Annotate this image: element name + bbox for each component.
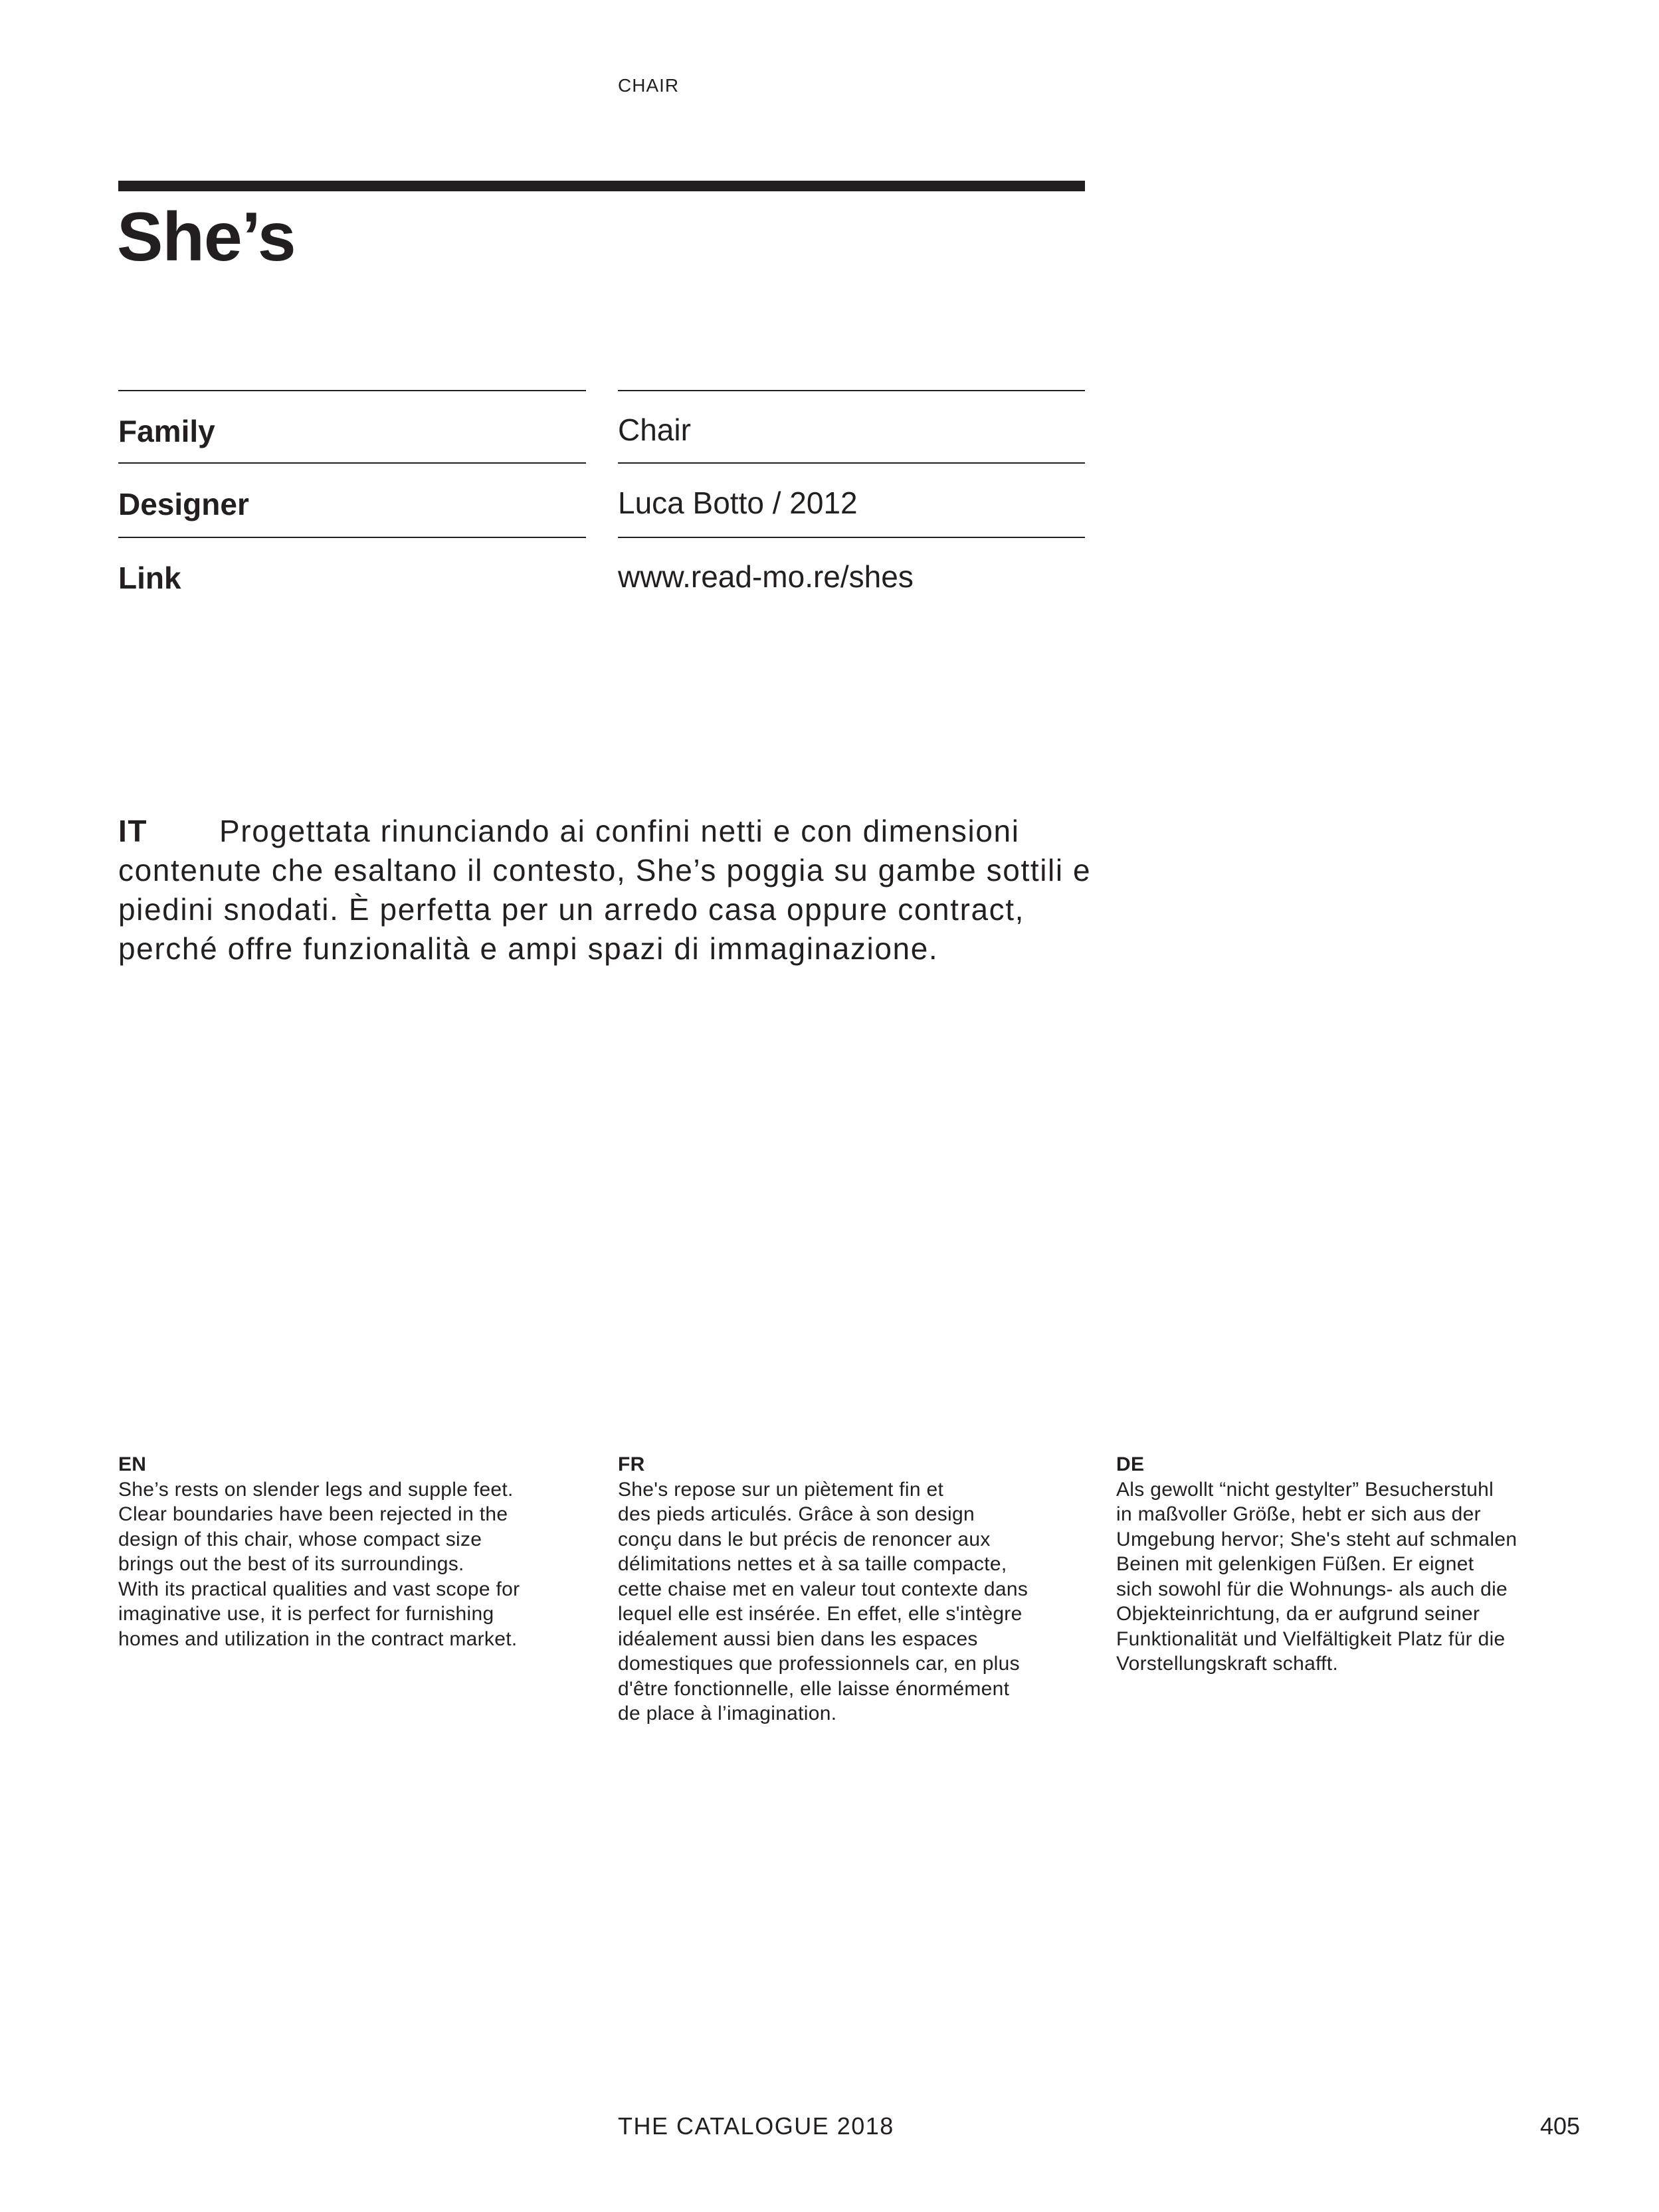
column-en-text: She’s rests on slender legs and supple feet. Clear boundaries have been rejected in the design of this chair, whose compact size brings out the best of its surroundings. With its practical qualities and vast scope for imaginative use, it is perfect for furnishing homes and utilization in the contract market. — [118, 1478, 520, 1650]
spec-link-value[interactable]: www.read-mo.re/shes — [618, 559, 914, 594]
spec-rule — [618, 462, 1085, 464]
column-de-lang: DE — [1116, 1453, 1145, 1475]
column-en — [118, 1452, 583, 1651]
spec-family-value: Chair — [618, 413, 691, 447]
spec-family-label: Family — [118, 414, 215, 448]
spec-rule — [118, 537, 586, 538]
column-fr-text: She's repose sur un piètement fin et des pieds articulés. Grâce à son design conçu dans le but précis de renoncer aux délimitations nettes et à sa taille compacte, cette chaise met en valeur tout contexte dans lequel elle est insérée. En effet, elle s'intègre idéalement aussi bien dans les espaces domestiques que professionnels car, en plus d'être fonctionnelle, elle laisse énormément de place à l’imagination. — [618, 1478, 1028, 1724]
page-number: 405 — [1540, 2112, 1581, 2140]
spec-rule — [618, 537, 1085, 538]
footer-catalogue: THE CATALOGUE 2018 — [618, 2112, 894, 2140]
spec-designer-value: Luca Botto / 2012 — [618, 486, 858, 520]
column-en-lang: EN — [118, 1453, 147, 1475]
spec-rule — [618, 390, 1085, 391]
column-fr-lang: FR — [618, 1453, 645, 1475]
title-rule — [118, 181, 1085, 191]
column-de — [1116, 1452, 1581, 1677]
intro-paragraph — [118, 812, 1102, 968]
spec-rule — [118, 390, 586, 391]
column-fr — [618, 1452, 1083, 1726]
intro-lang: IT — [118, 814, 148, 848]
product-title: She’s — [117, 199, 296, 276]
intro-text: Progettata rinunciando ai confini netti e con dimensioni contenute che esaltano il contesto, She’s poggia su gambe sottili e piedini snodati. È perfetta per un arredo casa oppure contract, perché offre funzionalità e ampi spazi di immaginazione. — [118, 814, 1092, 966]
spec-rule — [118, 462, 586, 464]
column-de-text: Als gewollt “nicht gestylter” Besucherstuhl in maßvoller Größe, hebt er sich aus der Umgebung hervor; She's steht auf schmalen Beinen mit gelenkigen Füßen. Er eignet sich sowohl für die Wohnungs- als auch die Objekteinrichtung, da er aufgrund seiner Funktionalität und Vielfältigkeit Platz für die Vorstellungskraft schafft. — [1116, 1478, 1517, 1675]
section-label: CHAIR — [618, 75, 680, 96]
spec-link-label: Link — [118, 561, 181, 595]
spec-designer-label: Designer — [118, 487, 249, 521]
